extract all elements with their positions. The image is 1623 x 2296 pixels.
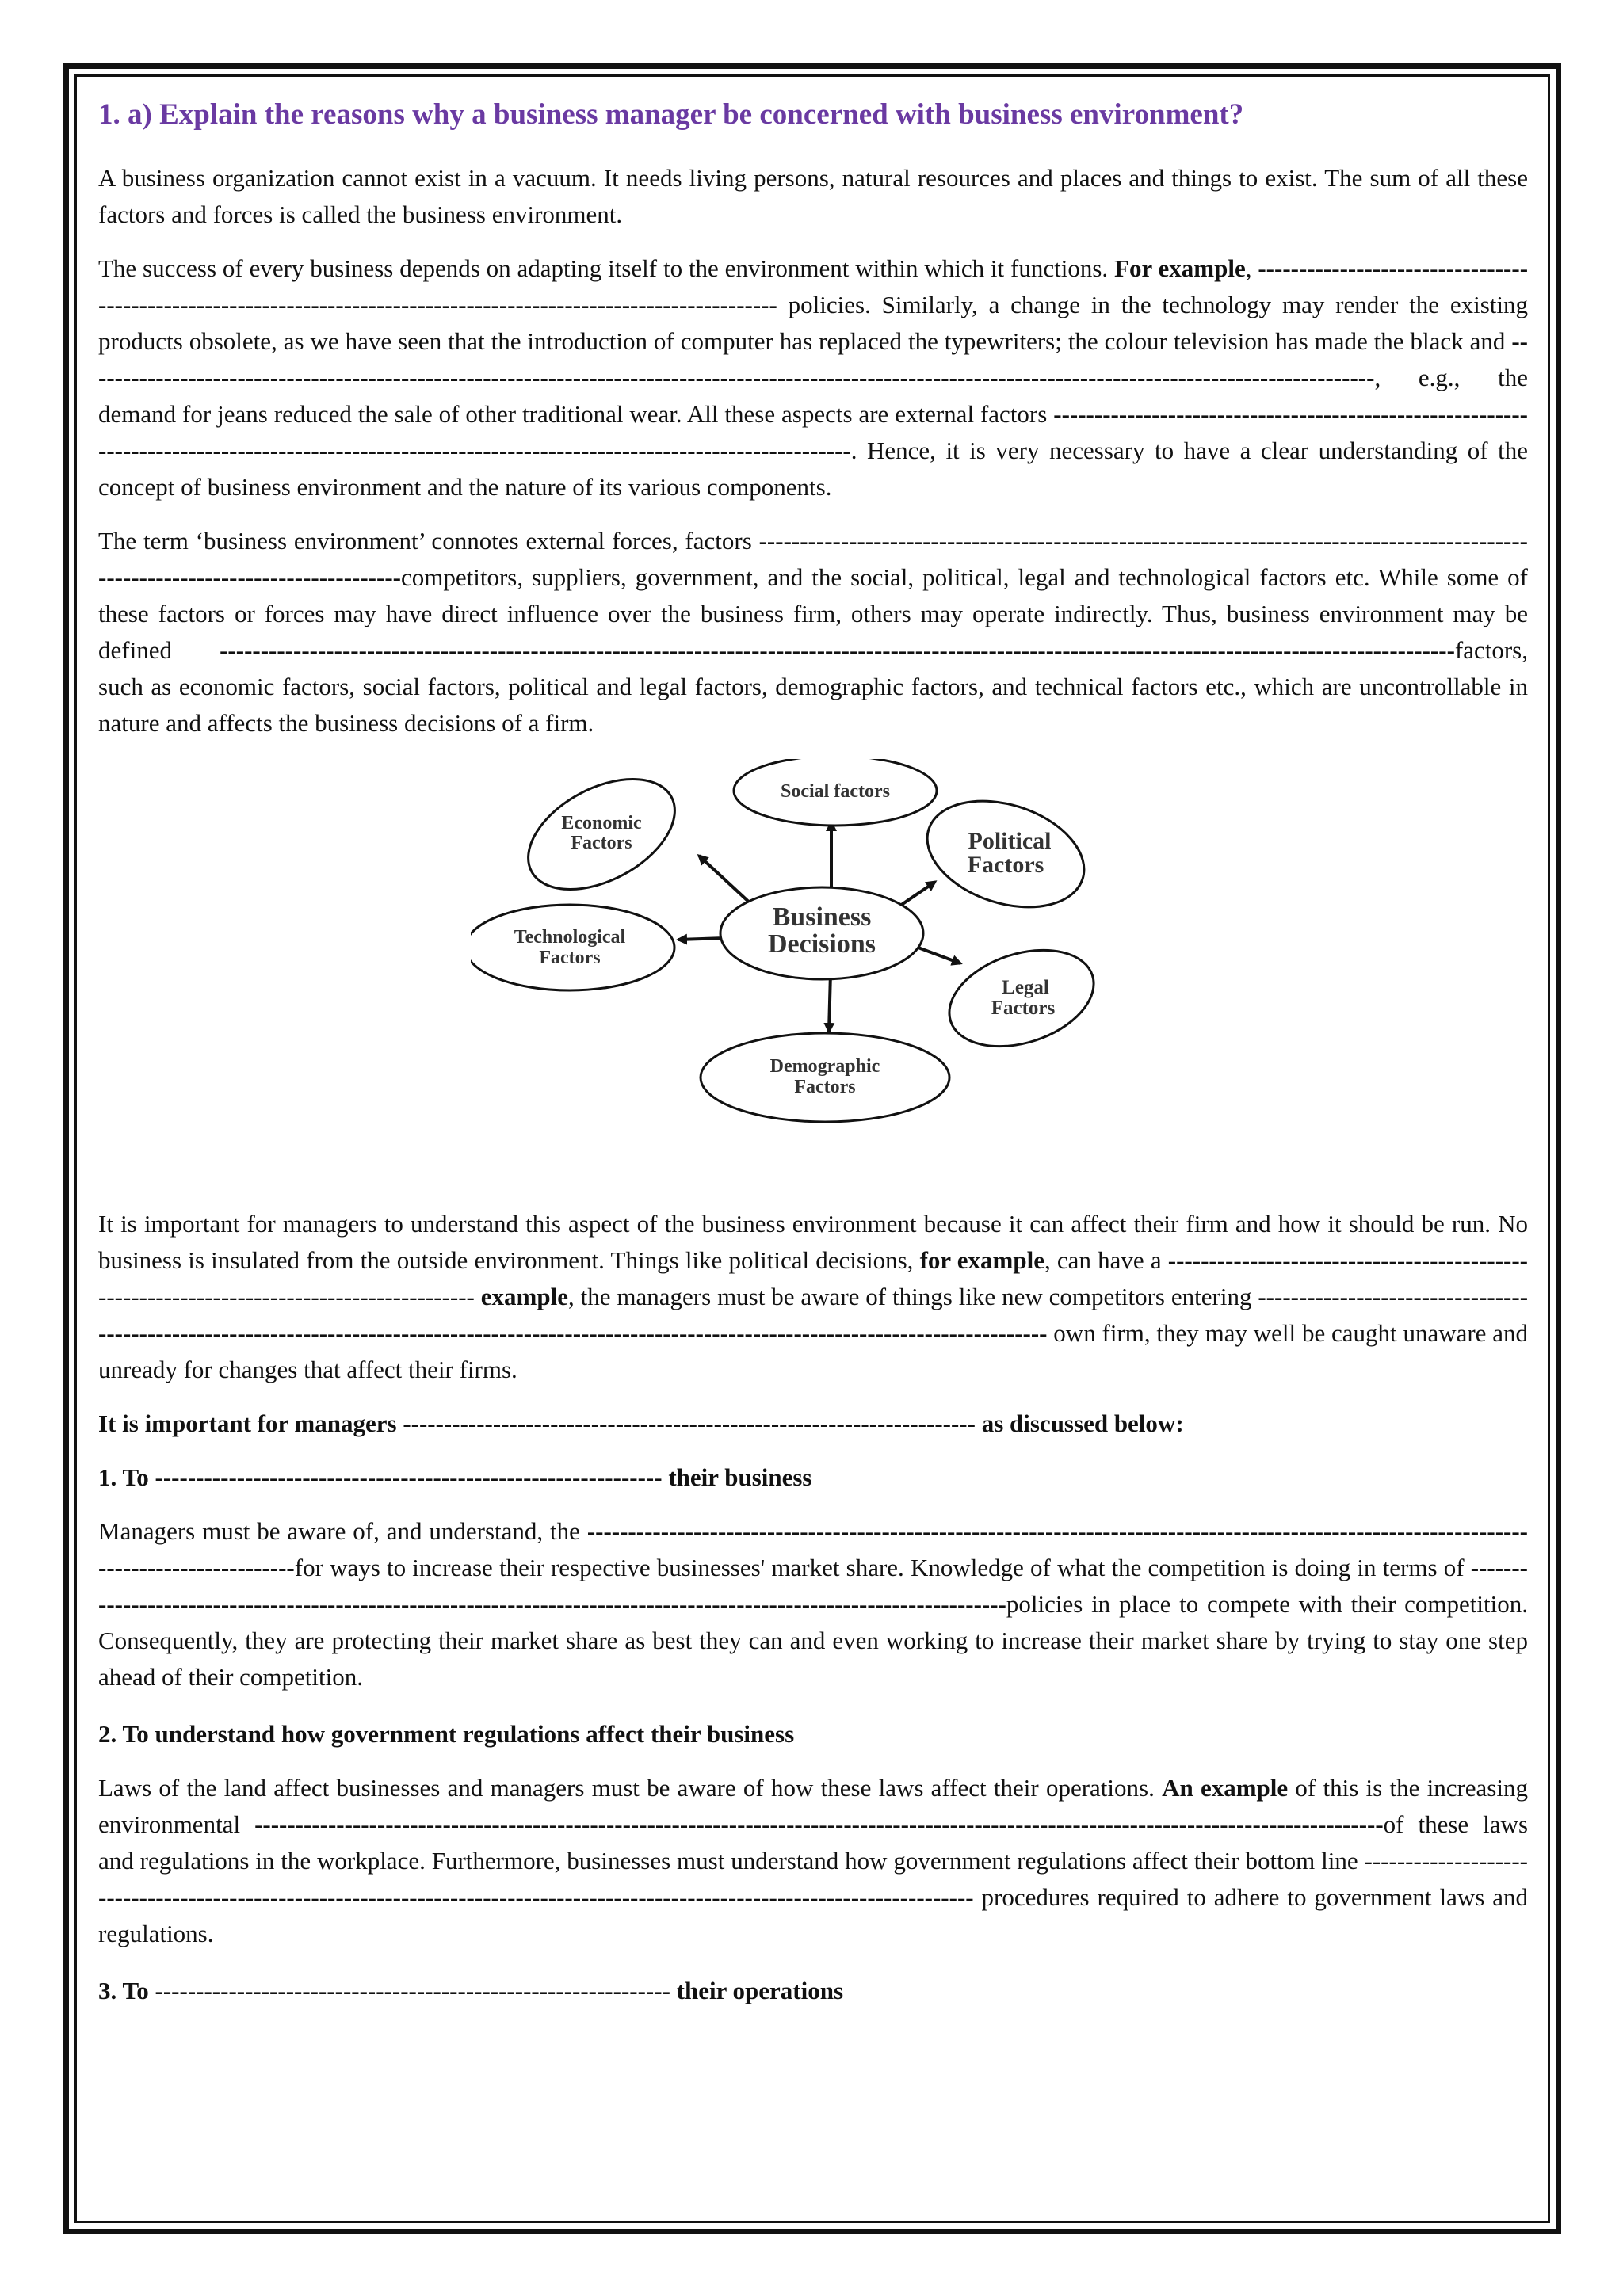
text: . Hence, it is very necessary to have a clear understanding of the concept of business environment and the nature of its various components. bbox=[98, 437, 1528, 501]
paragraph-definition bbox=[98, 523, 1528, 742]
node-economic-label-1: Economic bbox=[561, 813, 642, 833]
section-2-heading: 2. To understand how government regulations affect their business bbox=[98, 1720, 795, 1748]
text: their operations bbox=[670, 1977, 844, 2004]
paragraph-success bbox=[98, 250, 1528, 505]
section-1 bbox=[98, 1459, 1528, 1695]
text: Managers must be aware of, and understand, the bbox=[98, 1517, 587, 1545]
text: It is important for managers to understand this aspect of the business environment because it can affect their firm and how it should be run. No business is insulated from the outside environment. Things like political decisions, bbox=[98, 1210, 1528, 1274]
blank-line: -------------------------------------------------------------------------------------------------------------------------------------------------------------- bbox=[98, 327, 1528, 391]
section-2-body bbox=[98, 1770, 1528, 1952]
node-economic-label-2: Factors bbox=[571, 833, 632, 853]
node-legal-label-1: Legal bbox=[1002, 977, 1049, 998]
text: as discussed below: bbox=[975, 1409, 1184, 1437]
node-technological-label-2: Factors bbox=[539, 948, 601, 968]
paragraph-importance bbox=[98, 1206, 1528, 1388]
section-1-heading bbox=[98, 1459, 1528, 1496]
text bbox=[475, 1283, 481, 1310]
section-2 bbox=[98, 1716, 1528, 1952]
node-political-label-1: Political bbox=[968, 828, 1052, 854]
diagram-svg bbox=[471, 759, 1152, 1139]
blank-line: ----------------------------------------------------------------------------------------------------------------------------------- bbox=[98, 527, 1528, 591]
arrow-to-demographic bbox=[829, 973, 831, 1032]
paragraph-intro: A business organization cannot exist in a vacuum. It needs living persons, natural resources and places and things to exist. The sum of all these factors and forces is called the business environment. bbox=[98, 164, 1528, 228]
bold-text: for example bbox=[919, 1246, 1044, 1274]
node-social-label: Social factors bbox=[781, 781, 890, 802]
blank-line: ------------------------------------------------------------------------------------------------------------------------------------------- bbox=[98, 1517, 1528, 1581]
blank-line: ------------------------------------------------------------------------------------------------------------------------------------------------------ bbox=[98, 400, 1528, 464]
text: Laws of the land affect businesses and managers must be aware of how these laws affect their operations. bbox=[98, 1774, 1163, 1802]
node-technological-label-1: Technological bbox=[514, 927, 626, 948]
blank-line: ---------------------------------------------------------------------- bbox=[403, 1409, 976, 1437]
blank-line: ------------------------------------------------------------------------------------------------------------------------------------------ bbox=[254, 1810, 1384, 1838]
text: , e.g., the demand for jeans reduced the sale of other traditional wear. All these aspects are external factors bbox=[98, 364, 1528, 428]
text: The term ‘business environment’ connotes external forces, factors bbox=[98, 527, 759, 555]
paragraph-lead-in bbox=[98, 1405, 1528, 1442]
blank-line: ------------------------------------------------------------------------------------------------------------------------------------------------------- bbox=[220, 636, 1455, 664]
text: , the managers must be aware of things like new competitors entering bbox=[567, 1283, 1258, 1310]
node-demographic-label-2: Factors bbox=[794, 1077, 856, 1097]
text: policies in place to compete with their competition. Consequently, they are protecting their market share as best they can and even working to increase their market share by trying to stay one step ahead of their competition. bbox=[98, 1590, 1528, 1691]
question-title: 1. a) Explain the reasons why a business manager be concerned with business environment? bbox=[98, 98, 1244, 131]
text: for ways to increase their respective businesses' market share. Knowledge of what the competition is doing in terms of bbox=[294, 1554, 1471, 1581]
blank-line: -------------------------------------------------------------- bbox=[155, 1463, 663, 1491]
section-3-heading bbox=[98, 1973, 1528, 2009]
blank-line: ------------------------------------------------------------------------------------------ bbox=[98, 1246, 1529, 1310]
text: factors, such as economic factors, social factors, political and legal factors, demographic factors, and technical factors etc., which are uncontrollable in nature and affects the business decisions of a firm. bbox=[98, 636, 1528, 737]
node-political-label-2: Factors bbox=[967, 852, 1044, 878]
node-legal-label-2: Factors bbox=[991, 997, 1056, 1019]
document-body bbox=[98, 93, 1528, 2027]
text: of these laws and regulations in the workplace. Furthermore, businesses must understand how government regulations affect their bottom line bbox=[98, 1810, 1529, 1875]
bold-text: An example bbox=[1162, 1774, 1289, 1802]
text: 3. To bbox=[98, 1977, 155, 2004]
node-demographic-label-1: Demographic bbox=[769, 1056, 880, 1077]
text: policies. Similarly, a change in the technology may render the existing products obsolete, as we have seen that the introduction of computer has replaced the typewriters; the colour television has made the black and bbox=[98, 291, 1528, 355]
text: their business bbox=[662, 1463, 812, 1491]
text: 1. To bbox=[98, 1463, 155, 1491]
text: procedures required to adhere to government laws and regulations. bbox=[98, 1883, 1528, 1947]
text: , bbox=[1245, 254, 1258, 282]
text: The success of every business depends on adapting itself to the environment within which it functions. bbox=[98, 254, 1115, 282]
text: , can have a bbox=[1044, 1246, 1168, 1274]
blank-line: --------------------------------------------------------------- bbox=[155, 1977, 670, 2004]
text: own firm, they may well be caught unaware and unready for changes that affect their firms. bbox=[98, 1319, 1528, 1383]
text: It is important for managers bbox=[98, 1409, 403, 1437]
bold-text: example bbox=[480, 1283, 568, 1310]
node-center-label-2: Decisions bbox=[768, 929, 876, 959]
text: of this is the increasing environmental bbox=[98, 1774, 1528, 1838]
bold-text: For example bbox=[1114, 254, 1246, 282]
blank-line: -------------------------------------------------------------------------------------------------------------------- bbox=[98, 254, 1529, 318]
business-environment-diagram bbox=[98, 759, 1528, 1187]
blank-line: ------------------------------------------------------------------------------------------------------------------------------- bbox=[98, 1847, 1528, 1911]
blank-line: ----------------------------------------------------------------------------------------------------------------------------------------------------- bbox=[98, 1283, 1529, 1347]
blank-line: ---------------------------------------------------------------------------------------------------------------------- bbox=[98, 1554, 1528, 1618]
section-1-body bbox=[98, 1513, 1528, 1695]
text: competitors, suppliers, government, and the social, political, legal and technological factors etc. While some of these factors or forces may have direct influence over the business firm, others may operate indirectly. Thus, business environment may be defined bbox=[98, 563, 1528, 664]
node-center-label-1: Business bbox=[772, 902, 872, 932]
